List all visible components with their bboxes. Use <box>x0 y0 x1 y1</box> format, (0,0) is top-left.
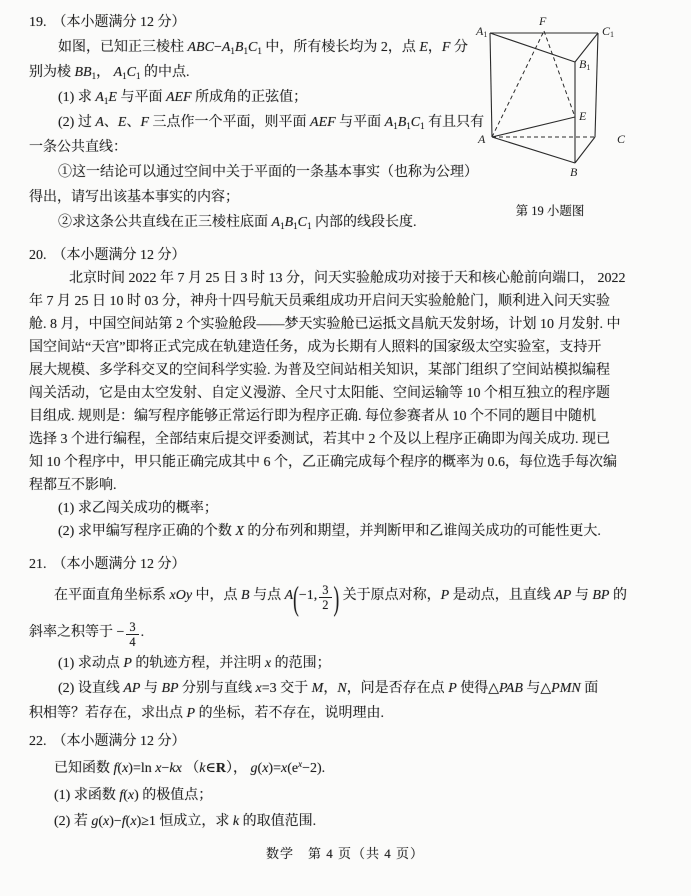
problem-21-number: 21. <box>29 557 47 572</box>
figure-19 <box>475 14 647 226</box>
problem-20-line-8: 选择 3 个进行编程，全部结束后提交评委测试，若其中 2 个及以上程序正确即为闯关成功. 现已 <box>29 432 610 447</box>
problem-19-part-2: (2) 过 A、E、F 三点作一个平面，则平面 AEF 与平面 $A_1B_1C_1$ 有且只有 <box>58 115 485 131</box>
problem-20-part-2: (2) 求甲编写程序正确的个数 X 的分布列和期望，并判断甲和乙谁闯关成功的可能性更大. <box>58 524 601 539</box>
problem-21-line-5: 积相等？若存在，求出点 P 的坐标，若不存在，说明理由. <box>29 706 385 721</box>
problem-21-line-2: 斜率之积等于 − $\frac{3}{4}$ . <box>29 619 145 649</box>
problem-19-line-5: 一条公共直线： <box>29 140 127 155</box>
problem-20 <box>29 244 661 543</box>
problem-20-line-1: 北京时间 2022 年 7 月 25 日 3 时 13 分，问天实验舱成功对接于天和核心舱前向端口， 2022 <box>69 271 626 286</box>
problem-20-line-2: 年 7 月 25 日 10 时 03 分，神舟十四号航天员乘组成功开启问天实验舱舱门，顺利进入问天实验 <box>29 294 610 309</box>
problem-22-score: （本小题满分 12 分） <box>52 734 186 749</box>
problem-22-number: 22. <box>29 734 47 749</box>
problem-20-line-7: 目组成. 规则是：编写程序能够正常运行即为程序正确. 每位参赛者从 10 个不同的题目中随机 <box>29 409 596 424</box>
problem-19-part-1: (1) 求 $A_1E$ 与平面 AEF 所成角的正弦值； <box>58 90 308 106</box>
problem-19-number: 19. <box>29 15 47 30</box>
prism-solid-edges <box>490 33 598 163</box>
problem-22-header <box>29 729 661 755</box>
problem-19-subpart-2: ②求这条公共直线在正三棱柱底面 $A_1B_1C_1$ 内部的线段长度. <box>58 215 417 231</box>
problem-22-line-1: 已知函数 f(x)=ln x−kx （k∈R）， $g(x)=x(e^x-2)$. <box>54 759 326 776</box>
vertex-label-f: F <box>539 14 547 28</box>
problem-20-number: 20. <box>29 248 47 263</box>
problem-19 <box>29 10 661 235</box>
problem-21 <box>29 552 661 726</box>
vertex-label-c: C <box>617 132 626 146</box>
problem-20-line-4: 国空间站“天宫”即将正式完成在轨建造任务，成为长期有人照料的国家级太空实验室，支持开 <box>29 340 602 355</box>
page-footer: 数学 第 4 页（共 4 页） <box>265 846 424 861</box>
problem-19-line-2: 别为棱 $BB_1$， $A_1C_1$ 的中点. <box>29 65 190 81</box>
problem-20-header <box>29 244 661 267</box>
problem-20-line-3: 舱. 8 月，中国空间站第 2 个实验舱段——梦天实验舱已运抵文昌航天发射场，计划 10 月发射. 中 <box>29 317 621 332</box>
problem-21-score: （本小题满分 12 分） <box>52 557 186 572</box>
problem-20-score: （本小题满分 12 分） <box>52 248 186 263</box>
problem-21-line-1: 在平面直角坐标系 xOy 中，点 B 与点 A(−1, $\frac{3}{2}$ ) 关于原点对称，P 是动点，且直线 AP 与 BP 的 <box>54 579 627 618</box>
problem-19-line-7: 得出，请写出该基本事实的内容； <box>29 190 239 205</box>
problem-22 <box>29 729 661 835</box>
problem-21-header <box>29 552 661 577</box>
problem-20-line-5: 展大规模、多学科交叉的空间科学实验. 为普及空间站相关知识，某部门组织了空间站模拟编程 <box>29 363 610 378</box>
vertex-label-a: A <box>478 132 486 146</box>
figure-19-caption: 第 19 小题图 <box>515 204 585 218</box>
problem-20-line-10: 程都互不影响. <box>29 478 117 493</box>
vertex-label-c1: $C_1$ <box>602 24 615 39</box>
vertex-label-e: E <box>579 109 587 123</box>
problem-21-part-2: (2) 设直线 AP 与 BP 分别与直线 x=3 交于 M，N，问是否存在点 P 使得△PAB 与△PMN 面 <box>58 681 599 696</box>
prism-figure <box>475 14 647 190</box>
problem-20-line-9: 知 10 个程序中，甲只能正确完成其中 6 个，乙正确完成每个程序的概率为 0.6，每位选手每次编 <box>29 455 617 470</box>
problem-19-subpart-1: ①这一结论可以通过空间中关于平面的一条基本事实（也称为公理） <box>58 165 478 180</box>
problem-20-line-6: 闯关活动，它是由太空发射、自定义漫游、全尺寸太阳能、空间运输等 10 个相互独立的程序题 <box>29 386 610 401</box>
problem-22-part-1: (1) 求函数 f(x) 的极值点； <box>54 788 213 803</box>
problem-20-part-1: (1) 求乙闯关成功的概率； <box>58 501 218 516</box>
problem-19-line-1: 如图，已知正三棱柱 $ABC-A_1B_1C_1$ 中，所有棱长均为 2，点 E，F 分 <box>58 40 468 56</box>
problem-21-part-1: (1) 求动点 P 的轨迹方程，并注明 x 的范围； <box>58 656 331 671</box>
problem-22-part-2: (2) 若 g(x)−f(x)≥1 恒成立，求 k 的取值范围. <box>54 814 317 829</box>
vertex-label-b1: $B_1$ <box>579 57 591 72</box>
problem-19-score: （本小题满分 12 分） <box>52 15 186 30</box>
vertex-label-a1: $A_1$ <box>476 24 488 39</box>
vertex-label-b: B <box>570 165 578 179</box>
